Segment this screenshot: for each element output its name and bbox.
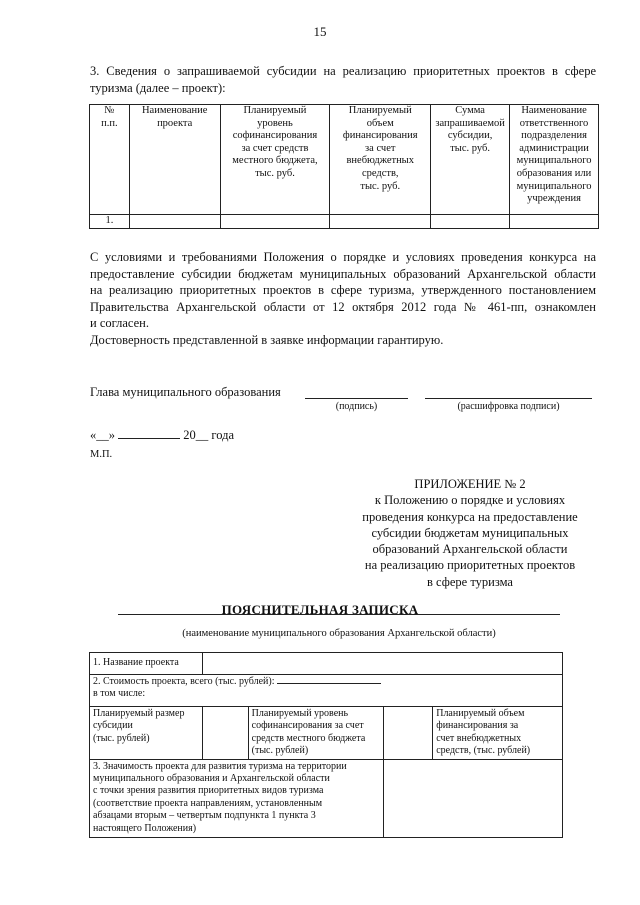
form-row-significance (90, 759, 563, 837)
project-cost-cell (90, 675, 563, 707)
significance-field[interactable] (384, 759, 563, 837)
header-offbudget: Планируемый объем финансирования за счет внебюджетных средств, тыс. руб. (330, 105, 431, 215)
agreement-paragraph: С условиями и требованиями Положения о порядке и условиях проведения конкурса на предоставление субсидии бюджетам муниципальных образований Архангельской области на реализацию приоритетных проектов в сфере туризма, утвержденного постановлением Правительства Архангельской области от 12 октября 2012 года № 461-пп, ознакомлен и согласен. Достоверность представленной в заявке информации гарантирую. (90, 250, 596, 347)
header-project-name: Наименование проекта (129, 105, 220, 215)
form-row-project-cost (90, 675, 563, 707)
header-subsidy-amount: Сумма запрашиваемой субсидии, тыс. руб. (431, 105, 510, 215)
project-cost-sub: в том числе: (93, 688, 146, 700)
planned-cofinancing: Планируемый уровень софинансирования за счет средств местного бюджета (тыс. рублей) (248, 707, 384, 760)
table-cell (431, 215, 510, 229)
stamp-label: М.П. (90, 449, 113, 460)
subsidy-table-header-row (90, 105, 599, 215)
subsidy-table (89, 104, 599, 229)
row-number-cell: 1. (90, 215, 130, 229)
date-month-blank[interactable] (118, 438, 180, 439)
date-year: 20__ (183, 428, 209, 442)
header-responsible-unit: Наименование ответственного подразделения администрации муниципального образования или муниципального учреждения (510, 105, 599, 215)
signature-hint: (подпись) (335, 401, 378, 412)
planned-subsidy-field[interactable] (202, 707, 248, 760)
signature-line[interactable] (305, 398, 408, 399)
form-row-planned (90, 707, 563, 760)
section3-heading: 3. Сведения о запрашиваемой субсидии на реализацию приоритетных проектов в сфере туризма (далее – проект): (90, 64, 596, 95)
table-cell (330, 215, 431, 229)
planned-offbudget: Планируемый объем финансирования за счет внебюджетных средств, (тыс. рублей) (433, 707, 563, 760)
project-cost-label: 2. Стоимость проекта, всего (тыс. рублей): (93, 676, 275, 687)
header-number: № п.п. (90, 105, 130, 215)
municipality-hint: (наименование муниципального образования Архангельской области) (182, 628, 496, 639)
page-number: 15 (313, 24, 327, 39)
date-line (90, 428, 234, 443)
municipality-line[interactable] (118, 614, 560, 615)
project-name-field[interactable] (202, 653, 562, 675)
project-cost-field[interactable] (277, 683, 381, 684)
table-cell (510, 215, 599, 229)
date-year-suffix: года (211, 428, 234, 442)
signature-decoding-hint: (расшифровка подписи) (457, 401, 560, 412)
planned-subsidy-size: Планируемый размер субсидии (тыс. рублей) (90, 707, 203, 760)
table-cell (220, 215, 330, 229)
explanatory-note-title: ПОЯСНИТЕЛЬНАЯ ЗАПИСКА (221, 602, 419, 617)
planned-cofinancing-field[interactable] (384, 707, 433, 760)
signature-label: Глава муниципального образования (90, 385, 281, 399)
date-day: «__» (90, 428, 115, 442)
project-name-label: 1. Название проекта (90, 653, 203, 675)
guarantee-line: Достоверность представленной в заявке информации гарантирую. (90, 332, 444, 347)
header-cofinancing: Планируемый уровень софинансирования за счет средств местного бюджета, тыс. руб. (220, 105, 330, 215)
appendix-header: ПРИЛОЖЕНИЕ № 2 к Положению о порядке и условиях проведения конкурса на предоставление субсидии бюджетам муниципальных образований Архангельской области на реализацию приоритетных проектов в сфере туризма (362, 477, 578, 589)
subsidy-table-row (90, 215, 599, 229)
explanatory-form-table (89, 652, 563, 838)
significance-label: 3. Значимость проекта для развития туризма на территории муниципального образования и Архангельской области с точки зрения развития приоритетных видов туризма (соответствие проекта направлениям, установленным абзацами вторым – четвертым подпункта 1 пункта 3 настоящего Положения) (90, 759, 384, 837)
signature-decoding-line[interactable] (425, 398, 592, 399)
table-cell (129, 215, 220, 229)
form-row-project-name (90, 653, 563, 675)
